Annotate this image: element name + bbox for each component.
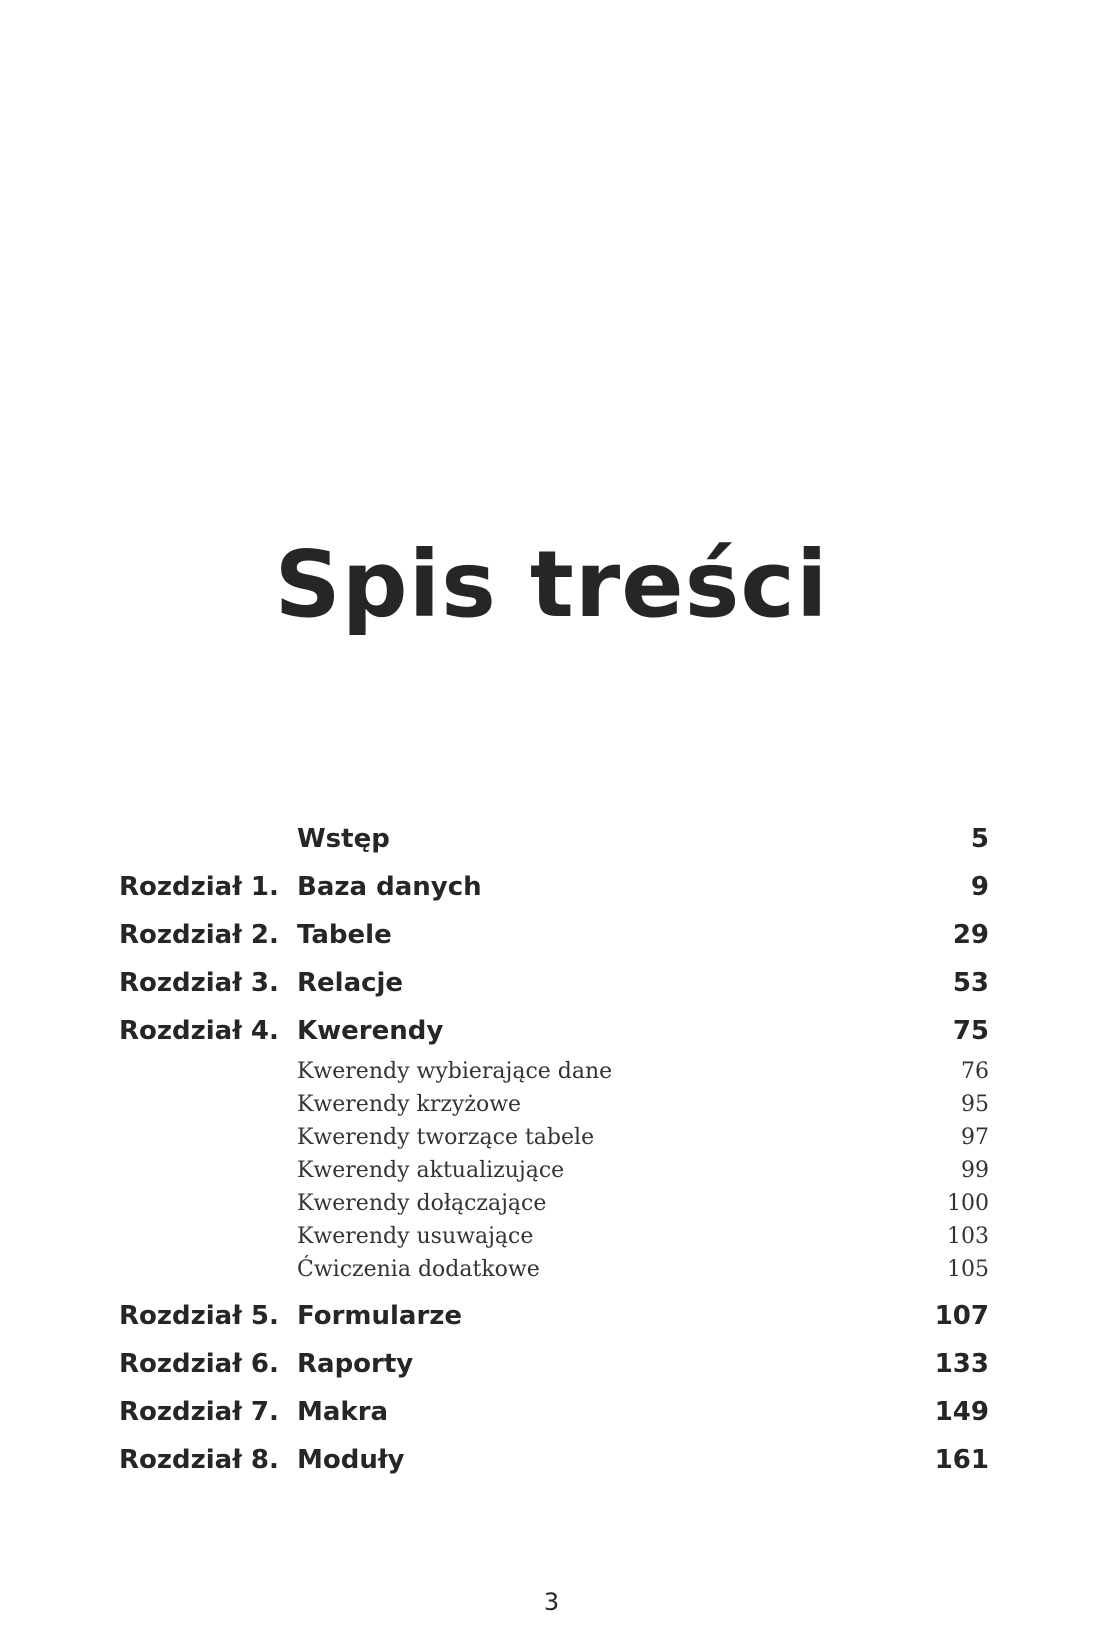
page-number: 3 <box>543 1588 560 1616</box>
chapter-label: Rozdział 5. <box>119 1301 279 1331</box>
entry-page: 107 <box>934 1301 989 1331</box>
entry-title: Raporty <box>297 1349 414 1379</box>
toc-entry-chapter-2[interactable] <box>119 911 989 959</box>
entry-title: Formularze <box>297 1301 463 1331</box>
entry-title: Kwerendy krzyżowe <box>297 1092 522 1117</box>
page-title: Spis treści <box>274 531 829 638</box>
chapter-label: Rozdział 8. <box>119 1445 279 1475</box>
entry-title: Kwerendy usuwające <box>297 1224 534 1249</box>
toc-entry-chapter-6[interactable] <box>119 1340 989 1388</box>
entry-page: 75 <box>952 1016 989 1046</box>
table-of-contents <box>119 815 989 1484</box>
entry-page: 5 <box>970 824 989 854</box>
entry-title: Relacje <box>297 968 404 998</box>
chapter-label: Rozdział 7. <box>119 1397 279 1427</box>
entry-page: 105 <box>947 1257 989 1282</box>
chapter-label: Rozdział 1. <box>119 872 279 902</box>
entry-title: Baza danych <box>297 872 482 902</box>
toc-entry-chapter-8[interactable] <box>119 1436 989 1484</box>
toc-subentry[interactable] <box>119 1088 989 1121</box>
entry-page: 149 <box>934 1397 989 1427</box>
entry-page: 103 <box>947 1224 989 1249</box>
entry-title: Kwerendy <box>297 1016 444 1046</box>
toc-subentry[interactable] <box>119 1187 989 1220</box>
toc-subentry[interactable] <box>119 1253 989 1286</box>
entry-title: Makra <box>297 1397 389 1427</box>
toc-subentry[interactable] <box>119 1121 989 1154</box>
entry-title: Kwerendy wybierające dane <box>297 1059 613 1084</box>
toc-entry-chapter-4[interactable] <box>119 1007 989 1055</box>
entry-title: Kwerendy aktualizujące <box>297 1158 565 1183</box>
entry-title: Kwerendy tworzące tabele <box>297 1125 595 1150</box>
chapter-label: Rozdział 3. <box>119 968 279 998</box>
entry-page: 53 <box>952 968 989 998</box>
entry-page: 95 <box>961 1092 989 1117</box>
entry-title: Moduły <box>297 1445 405 1475</box>
chapter-label: Rozdział 2. <box>119 920 279 950</box>
toc-entry-chapter-7[interactable] <box>119 1388 989 1436</box>
toc-subentry[interactable] <box>119 1220 989 1253</box>
toc-subentry[interactable] <box>119 1055 989 1088</box>
entry-page: 161 <box>934 1445 989 1475</box>
toc-entry-chapter-3[interactable] <box>119 959 989 1007</box>
toc-entry-chapter-1[interactable] <box>119 863 989 911</box>
entry-title: Ćwiczenia dodatkowe <box>297 1257 540 1282</box>
entry-page: 99 <box>961 1158 989 1183</box>
toc-entry-intro[interactable] <box>119 815 989 863</box>
entry-page: 9 <box>970 872 989 902</box>
entry-title: Wstęp <box>297 824 390 854</box>
entry-page: 29 <box>952 920 989 950</box>
entry-page: 97 <box>961 1125 989 1150</box>
toc-entry-chapter-5[interactable] <box>119 1292 989 1340</box>
entry-page: 133 <box>934 1349 989 1379</box>
entry-page: 100 <box>947 1191 989 1216</box>
entry-page: 76 <box>961 1059 989 1084</box>
toc-subentry[interactable] <box>119 1154 989 1187</box>
entry-title: Tabele <box>297 920 392 950</box>
chapter-label: Rozdział 6. <box>119 1349 279 1379</box>
entry-title: Kwerendy dołączające <box>297 1191 547 1216</box>
chapter-label: Rozdział 4. <box>119 1016 279 1046</box>
